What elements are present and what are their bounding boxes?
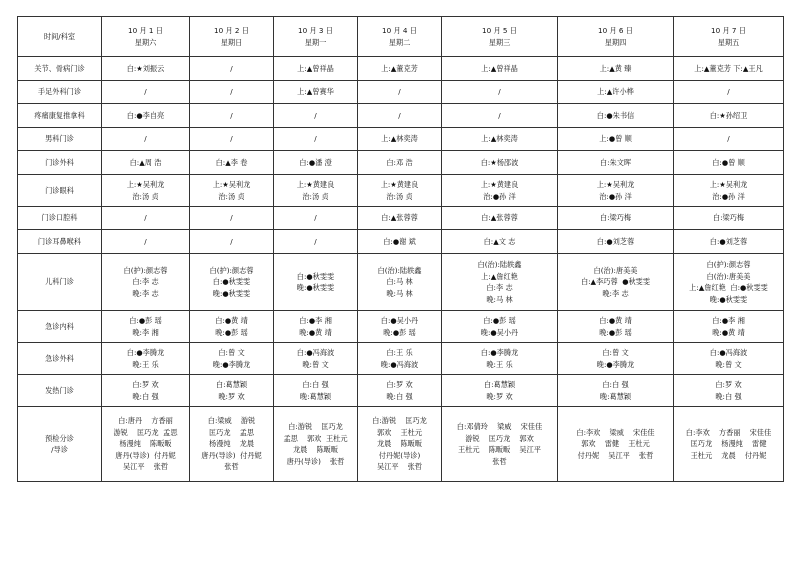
cell-line: 唐丹(导诊) 张哲 — [286, 456, 345, 466]
schedule-body — [18, 57, 784, 482]
cell-line: 郭欢 王杜元 — [376, 427, 423, 437]
schedule-row — [18, 230, 784, 254]
cell-line: 晚:●李腾龙 — [212, 359, 251, 369]
day-header — [102, 17, 190, 57]
cell-line: 白:梁巧梅 — [712, 213, 745, 223]
schedule-cell — [102, 151, 190, 175]
schedule-cell — [558, 81, 674, 104]
cell-line: 白:▲张蓉蓉 — [381, 213, 418, 223]
cell-line: 白:罗 欢 — [386, 380, 413, 389]
schedule-cell — [674, 175, 784, 207]
cell-line: 白:白 强 — [602, 380, 629, 389]
day-header — [674, 17, 784, 57]
cell-line: 上:▲曾祥晶 — [297, 63, 334, 73]
day-date: 10 月 1 日 — [128, 26, 163, 35]
department-label: 门诊耳鼻喉科 — [18, 230, 102, 254]
cell-line: 晚:曾 文 — [302, 359, 329, 369]
cell-line: 白:朱文晖 — [599, 157, 632, 167]
schedule-cell — [674, 343, 784, 375]
cell-line: / — [314, 213, 317, 223]
cell-line: 白:李 志 — [486, 283, 513, 292]
schedule-cell — [274, 128, 358, 151]
cell-line: / — [144, 87, 147, 97]
cell-line: 上:★吴利龙 — [126, 180, 165, 189]
schedule-cell — [358, 343, 442, 375]
schedule-cell — [102, 128, 190, 151]
schedule-cell — [674, 57, 784, 81]
schedule-cell — [442, 375, 558, 407]
cell-line: 白:★杨邵波 — [480, 157, 519, 167]
day-header — [358, 17, 442, 57]
cell-line: 白:梁巧梅 — [599, 213, 632, 223]
schedule-cell — [102, 175, 190, 207]
cell-line: 晚:白 强 — [386, 391, 413, 401]
cell-line: 匡巧龙 孟思 — [208, 427, 255, 437]
day-date: 10 月 2 日 — [214, 26, 249, 35]
schedule-cell — [358, 207, 442, 230]
schedule-cell — [358, 104, 442, 128]
cell-line: 上:▲曾赛华 — [297, 87, 334, 97]
cell-line: 晚:马 林 — [386, 288, 413, 298]
schedule-cell — [190, 407, 274, 482]
cell-line: 白:游锐 匡巧龙 — [372, 416, 427, 426]
schedule-cell — [274, 407, 358, 482]
schedule-cell — [674, 207, 784, 230]
cell-line: 白:李欢 梁威 宋佳佳 — [576, 427, 655, 437]
schedule-cell — [274, 375, 358, 407]
cell-line: 晚:●秋雯雯 — [212, 288, 251, 298]
schedule-cell — [442, 230, 558, 254]
cell-line: 白:邓 浩 — [386, 157, 413, 167]
schedule-row — [18, 311, 784, 343]
department-label: 手足外科门诊 — [18, 81, 102, 104]
schedule-row — [18, 57, 784, 81]
schedule-cell — [274, 104, 358, 128]
cell-line: 上:▲董克芳 下:▲王凡 — [694, 63, 763, 73]
cell-line: 白:★刘振云 — [126, 63, 165, 73]
cell-line: / — [144, 236, 147, 246]
cell-line: 白:●秋雯雯 — [212, 277, 251, 287]
cell-line: 白:●吴小丹 — [380, 316, 419, 325]
cell-line: 白:马 林 — [386, 277, 413, 287]
schedule-cell — [190, 175, 274, 207]
schedule-cell — [274, 81, 358, 104]
cell-line: / — [144, 134, 147, 144]
schedule-row — [18, 81, 784, 104]
cell-line: 唐丹(导诊) 付丹妮 — [115, 450, 176, 460]
schedule-cell — [102, 104, 190, 128]
schedule-cell — [674, 230, 784, 254]
schedule-cell — [190, 128, 274, 151]
schedule-cell — [190, 375, 274, 407]
schedule-cell — [358, 151, 442, 175]
cell-line: 上:★吴利龙 — [596, 180, 635, 189]
cell-line: 晚:葛慧颖 — [299, 391, 332, 401]
cell-line: 治:汤 贞 — [386, 191, 413, 201]
schedule-cell — [442, 407, 558, 482]
cell-line: 白:曾 文 — [602, 348, 629, 357]
cell-line: / — [230, 134, 233, 144]
cell-line: 郭欢 雷健 王杜元 — [581, 439, 650, 449]
cell-line: 白:梁威 游锐 — [207, 416, 256, 426]
schedule-cell — [358, 128, 442, 151]
cell-line: 白:●李 湘 — [299, 316, 332, 325]
schedule-cell — [674, 407, 784, 482]
day-weekday: 星期四 — [604, 37, 627, 47]
cell-line: 白:白 强 — [302, 380, 329, 389]
cell-line: 白:唐丹 方香丽 — [118, 416, 173, 426]
schedule-cell — [190, 343, 274, 375]
cell-line: 白:●朱书信 — [596, 110, 635, 120]
schedule-cell — [442, 343, 558, 375]
cell-line: 白:●冯海波 — [296, 348, 335, 357]
corner-cell: 时间/科室 — [18, 17, 102, 57]
department-label: 急诊外科 — [18, 343, 102, 375]
schedule-cell — [190, 151, 274, 175]
day-weekday: 星期三 — [488, 37, 511, 47]
cell-line: 上:▲曾祥晶 — [481, 63, 518, 73]
schedule-cell — [442, 128, 558, 151]
day-date: 10 月 3 日 — [298, 26, 333, 35]
schedule-cell — [558, 207, 674, 230]
schedule-cell — [274, 175, 358, 207]
cell-line: 张哲 — [224, 462, 239, 472]
cell-line: 唐丹(导诊) 付丹妮 — [201, 450, 262, 460]
cell-line: 晚:葛慧颖 — [599, 391, 632, 401]
schedule-row — [18, 375, 784, 407]
cell-line: 白(治):陆轶鑫 — [377, 265, 422, 275]
cell-line: 晚:李 志 — [602, 288, 629, 298]
cell-line: 上:▲林奕涛 — [481, 134, 518, 144]
cell-line: 白(护):颜志蓉 — [123, 265, 168, 275]
schedule-cell — [102, 207, 190, 230]
cell-line: 白:●彭 瑶 — [483, 316, 516, 325]
cell-line: 龙晨 陈畈畈 — [376, 439, 423, 449]
cell-line: 白:●黄 靖 — [215, 316, 248, 325]
cell-line: 晚:●彭 瑶 — [215, 327, 248, 337]
cell-line: / — [230, 213, 233, 223]
cell-line: 晚:王 乐 — [486, 359, 513, 369]
cell-line: / — [314, 134, 317, 144]
day-weekday: 星期一 — [304, 37, 327, 47]
cell-line: 晚:曾 文 — [715, 359, 742, 369]
cell-line: 晚:罗 欢 — [218, 391, 245, 401]
cell-line: 晚:●黄 靖 — [299, 327, 332, 337]
cell-line: 上:▲董克芳 — [381, 63, 418, 73]
cell-line: 上:▲黄 臻 — [599, 63, 632, 73]
cell-line: 白:●冯海波 — [709, 348, 748, 357]
schedule-cell — [274, 254, 358, 311]
schedule-table — [17, 16, 784, 482]
cell-line: 孟思 郭欢 王杜元 — [283, 433, 348, 443]
day-header — [190, 17, 274, 57]
schedule-cell — [358, 407, 442, 482]
cell-line: 晚:●彭 瑶 — [383, 327, 416, 337]
cell-line: 白:▲张蓉蓉 — [481, 213, 518, 223]
day-date: 10 月 7 日 — [711, 26, 746, 35]
schedule-cell — [102, 57, 190, 81]
day-header — [274, 17, 358, 57]
cell-line: 上:▲许小桦 — [597, 87, 634, 97]
schedule-cell — [674, 128, 784, 151]
cell-line: / — [230, 110, 233, 120]
schedule-cell — [674, 81, 784, 104]
schedule-row — [18, 407, 784, 482]
cell-line: 白(治):唐美美 — [706, 271, 751, 281]
cell-line: 白:游锐 匡巧龙 — [288, 422, 343, 431]
cell-line: 上:★吴利龙 — [212, 180, 251, 189]
schedule-cell — [102, 311, 190, 343]
schedule-cell — [102, 343, 190, 375]
day-header — [558, 17, 674, 57]
cell-line: / — [498, 87, 501, 97]
department-label: 儿科门诊 — [18, 254, 102, 311]
cell-line: 白:▲李 卷 — [215, 157, 248, 167]
cell-line: 治:●孙 洋 — [483, 191, 516, 201]
cell-line: 杨漫纯 陈畈畈 — [119, 439, 172, 449]
cell-line: / — [498, 110, 501, 120]
department-label: 关节、骨病门诊 — [18, 57, 102, 81]
cell-line: 晚:●吴小丹 — [480, 327, 519, 337]
schedule-cell — [102, 230, 190, 254]
department-label: 预检分诊 /导诊 — [18, 407, 102, 482]
cell-line: / — [314, 236, 317, 246]
cell-line: 吴江平 张哲 — [376, 462, 423, 472]
schedule-cell — [558, 254, 674, 311]
day-weekday: 星期六 — [134, 37, 157, 47]
cell-line: 付丹妮 吴江平 张哲 — [577, 450, 654, 460]
cell-line: / — [314, 110, 317, 120]
schedule-row — [18, 128, 784, 151]
department-label: 急诊内科 — [18, 311, 102, 343]
cell-line: 白:●潘 澄 — [299, 157, 332, 167]
cell-line: 白(治):唐美美 — [593, 265, 638, 275]
department-label: 门诊外科 — [18, 151, 102, 175]
cell-line: 晚:李 志 — [132, 288, 159, 298]
schedule-cell — [274, 230, 358, 254]
cell-line: 晚:●冯海波 — [380, 359, 419, 369]
cell-line: 杨漫纯 龙晨 — [208, 439, 255, 449]
schedule-cell — [190, 207, 274, 230]
schedule-cell — [674, 311, 784, 343]
cell-line: 上:▲林奕涛 — [381, 134, 418, 144]
cell-line: / — [727, 134, 730, 144]
cell-line: 游锐 匡巧龙 郭欢 — [465, 433, 534, 443]
cell-line: 白:李欢 方香丽 宋佳佳 — [685, 427, 772, 437]
schedule-cell — [358, 230, 442, 254]
cell-line: 晚:李 湘 — [132, 327, 159, 337]
cell-line: 白:●李 湘 — [712, 316, 745, 325]
cell-line: 上:▲詹红艳 白:●秋雯雯 — [689, 283, 768, 292]
schedule-row — [18, 175, 784, 207]
schedule-cell — [102, 375, 190, 407]
schedule-cell — [358, 254, 442, 311]
cell-line: 上:★黄建良 — [480, 180, 519, 189]
schedule-cell — [442, 311, 558, 343]
schedule-cell — [358, 375, 442, 407]
cell-line: 治:汤 贞 — [218, 191, 245, 201]
cell-line: 晚:白 强 — [132, 391, 159, 401]
schedule-cell — [674, 104, 784, 128]
cell-line: 白(护):颜志蓉 — [706, 260, 751, 269]
schedule-cell — [358, 81, 442, 104]
schedule-cell — [442, 81, 558, 104]
cell-line: / — [398, 110, 401, 120]
cell-line: 白:▲周 浩 — [129, 157, 162, 167]
schedule-cell — [274, 343, 358, 375]
schedule-cell — [558, 128, 674, 151]
schedule-cell — [558, 230, 674, 254]
cell-line: 白:王 乐 — [386, 348, 413, 357]
schedule-cell — [274, 57, 358, 81]
cell-line: 白(治):陆轶鑫 — [477, 260, 522, 269]
cell-line: 上:●曾 顺 — [599, 134, 632, 144]
cell-line: 白:曾 文 — [218, 348, 245, 357]
cell-line: 晚:马 林 — [486, 294, 513, 304]
schedule-cell — [558, 151, 674, 175]
department-label: 门诊眼科 — [18, 175, 102, 207]
cell-line: 上:★黄建良 — [296, 180, 335, 189]
day-weekday: 星期日 — [220, 37, 243, 47]
cell-line: 晚:罗 欢 — [486, 391, 513, 401]
day-weekday: 星期二 — [388, 37, 411, 47]
schedule-cell — [274, 311, 358, 343]
cell-line: / — [144, 213, 147, 223]
schedule-cell — [442, 175, 558, 207]
cell-line: 治:汤 贞 — [302, 191, 329, 201]
cell-line: 白:罗 欢 — [132, 380, 159, 389]
schedule-cell — [674, 375, 784, 407]
cell-line: 晚:●秋雯雯 — [296, 283, 335, 292]
cell-line: 治:汤 贞 — [132, 191, 159, 201]
cell-line: 白:●彭 瑶 — [129, 316, 162, 325]
schedule-cell — [190, 230, 274, 254]
cell-line: 白:●李腾龙 — [480, 348, 519, 357]
day-weekday: 星期五 — [717, 37, 740, 47]
cell-line: 白:●李腾龙 — [126, 348, 165, 357]
schedule-cell — [358, 311, 442, 343]
schedule-cell — [102, 254, 190, 311]
cell-line: 白:罗 欢 — [715, 380, 742, 389]
schedule-cell — [274, 207, 358, 230]
schedule-cell — [358, 57, 442, 81]
department-label: 门诊口腔科 — [18, 207, 102, 230]
cell-line: 白:★孙绍卫 — [709, 110, 748, 120]
header-row — [18, 17, 784, 57]
cell-line: / — [230, 236, 233, 246]
schedule-cell — [558, 407, 674, 482]
cell-line: 吴江平 张哲 — [122, 462, 169, 472]
cell-line: 龙晨 陈畈畈 — [292, 445, 339, 454]
cell-line: 白:●黄 靖 — [599, 316, 632, 325]
schedule-cell — [558, 175, 674, 207]
schedule-cell — [190, 104, 274, 128]
schedule-cell — [274, 151, 358, 175]
schedule-cell — [558, 375, 674, 407]
schedule-cell — [442, 254, 558, 311]
cell-line: 白:葛慧颖 — [215, 380, 248, 389]
schedule-cell — [102, 407, 190, 482]
schedule-cell — [442, 104, 558, 128]
schedule-cell — [358, 175, 442, 207]
cell-line: 白:●刘芝蓉 — [596, 236, 635, 246]
schedule-row — [18, 343, 784, 375]
schedule-cell — [558, 104, 674, 128]
cell-line: 白:▲李巧蓉 ●秋雯雯 — [580, 277, 651, 287]
cell-line: 上:★黄建良 — [380, 180, 419, 189]
cell-line: 白:邓倩玲 梁威 宋佳佳 — [456, 422, 543, 431]
day-date: 10 月 4 日 — [382, 26, 417, 35]
day-header — [442, 17, 558, 57]
cell-line: 匡巧龙 杨漫纯 雷健 — [690, 439, 767, 449]
cell-line: 白:●秋雯雯 — [296, 271, 335, 281]
schedule-cell — [190, 57, 274, 81]
schedule-cell — [190, 311, 274, 343]
schedule-cell — [558, 311, 674, 343]
cell-line: / — [727, 87, 730, 97]
cell-line: 白:葛慧颖 — [483, 380, 516, 389]
cell-line: 晚:●黄 靖 — [712, 327, 745, 337]
cell-line: 晚:●秋雯雯 — [709, 294, 748, 304]
department-label: 疼痛康复推拿科 — [18, 104, 102, 128]
cell-line: 付丹妮(导诊) — [378, 450, 421, 460]
schedule-cell — [190, 81, 274, 104]
cell-line: / — [398, 87, 401, 97]
cell-line: 白:●曾 顺 — [712, 157, 745, 167]
cell-line: 晚:●李腾龙 — [596, 359, 635, 369]
cell-line: / — [230, 63, 233, 73]
schedule-cell — [558, 57, 674, 81]
cell-line: 治:●孙 洋 — [599, 191, 632, 201]
cell-line: 王杜元 陈畈畈 吴江平 — [458, 445, 541, 454]
cell-line: 晚:王 乐 — [132, 359, 159, 369]
cell-line: 白:李 志 — [132, 277, 159, 287]
schedule-cell — [442, 151, 558, 175]
cell-line: 白:▲文 志 — [483, 236, 516, 246]
cell-line: 王杜元 龙晨 付丹妮 — [690, 450, 767, 460]
cell-line: 上:★吴利龙 — [709, 180, 748, 189]
schedule-row — [18, 254, 784, 311]
cell-line: 治:●孙 洋 — [712, 191, 745, 201]
day-date: 10 月 6 日 — [598, 26, 633, 35]
cell-line: 白:●李自亮 — [126, 110, 165, 120]
cell-line: 白(护):颜志蓉 — [209, 265, 254, 275]
department-label: 发热门诊 — [18, 375, 102, 407]
cell-line: 游锐 匡巧龙 孟思 — [113, 427, 178, 437]
schedule-row — [18, 207, 784, 230]
schedule-cell — [102, 81, 190, 104]
schedule-cell — [190, 254, 274, 311]
cell-line: 张哲 — [492, 456, 507, 466]
cell-line: / — [230, 87, 233, 97]
schedule-cell — [674, 254, 784, 311]
schedule-row — [18, 104, 784, 128]
schedule-cell — [442, 207, 558, 230]
schedule-row — [18, 151, 784, 175]
cell-line: 白:●刘芝蓉 — [709, 236, 748, 246]
schedule-cell — [558, 343, 674, 375]
cell-line: 晚:白 强 — [715, 391, 742, 401]
cell-line: 上:▲詹红艳 — [481, 271, 518, 281]
cell-line: 白:●谢 斌 — [383, 236, 416, 246]
day-date: 10 月 5 日 — [482, 26, 517, 35]
schedule-cell — [442, 57, 558, 81]
department-label: 男科门诊 — [18, 128, 102, 151]
cell-line: 晚:●彭 瑶 — [599, 327, 632, 337]
schedule-cell — [674, 151, 784, 175]
